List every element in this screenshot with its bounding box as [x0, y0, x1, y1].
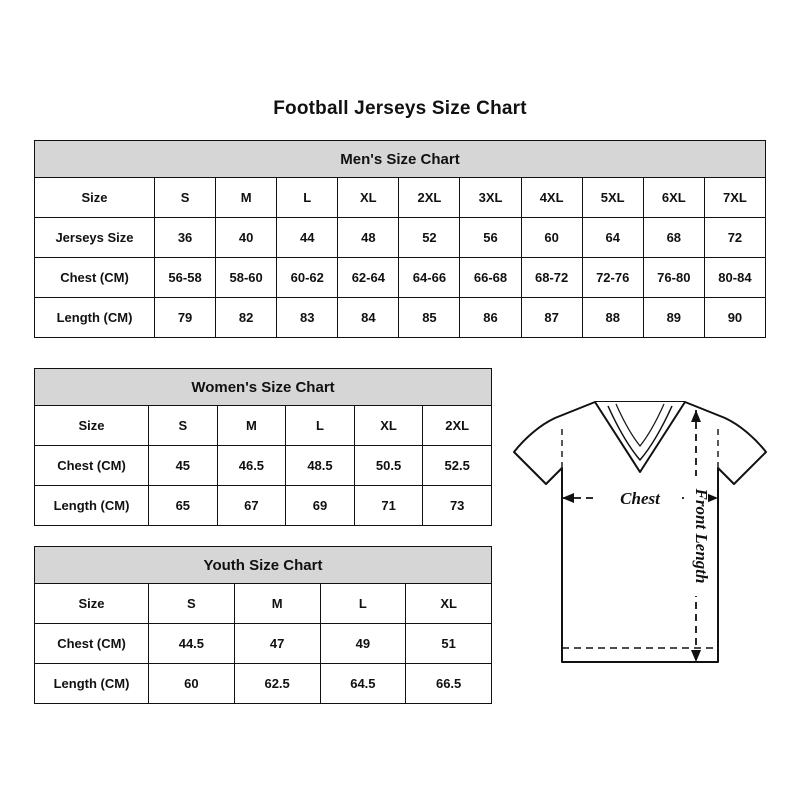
mens-size-chart	[34, 140, 766, 338]
row-label-jerseys-size: Jerseys Size	[35, 218, 155, 258]
jersey-diagram	[500, 380, 780, 700]
table-cell: 45	[149, 446, 218, 486]
row-label-size: Size	[35, 406, 149, 446]
table-cell: 79	[155, 298, 216, 338]
table-cell: 48	[338, 218, 399, 258]
table-cell: 40	[216, 218, 277, 258]
table-cell: 2XL	[399, 178, 460, 218]
page-title: Football Jerseys Size Chart	[273, 98, 527, 119]
table-cell: 83	[277, 298, 338, 338]
table-cell: 73	[423, 486, 492, 526]
table-cell: XL	[338, 178, 399, 218]
mens-size-table	[34, 140, 766, 338]
table-row	[35, 446, 492, 486]
table-cell: 44	[277, 218, 338, 258]
table-cell: 65	[149, 486, 218, 526]
table-cell: S	[149, 584, 235, 624]
table-cell: 49	[320, 624, 406, 664]
table-cell: 36	[155, 218, 216, 258]
table-row	[35, 486, 492, 526]
row-label-size: Size	[35, 584, 149, 624]
table-row	[35, 298, 766, 338]
row-label-length: Length (CM)	[35, 486, 149, 526]
table-cell: XL	[354, 406, 423, 446]
table-cell: 56-58	[155, 258, 216, 298]
table-cell: 87	[521, 298, 582, 338]
table-cell: 56	[460, 218, 521, 258]
table-cell: 62-64	[338, 258, 399, 298]
table-cell: 60-62	[277, 258, 338, 298]
table-cell: 68-72	[521, 258, 582, 298]
row-label-length: Length (CM)	[35, 298, 155, 338]
table-cell: 80-84	[704, 258, 765, 298]
row-label-size: Size	[35, 178, 155, 218]
table-cell: 47	[234, 624, 320, 664]
table-row	[35, 624, 492, 664]
table-cell: 71	[354, 486, 423, 526]
table-section-title-row	[35, 141, 766, 178]
table-cell: 60	[521, 218, 582, 258]
table-section-title-row	[35, 369, 492, 406]
table-cell: 48.5	[286, 446, 355, 486]
table-row	[35, 664, 492, 704]
table-cell: 66-68	[460, 258, 521, 298]
table-cell: 88	[582, 298, 643, 338]
table-row	[35, 406, 492, 446]
table-cell: 64	[582, 218, 643, 258]
table-cell: 67	[217, 486, 286, 526]
table-row	[35, 584, 492, 624]
table-cell: 60	[149, 664, 235, 704]
row-label-chest: Chest (CM)	[35, 624, 149, 664]
table-cell: 62.5	[234, 664, 320, 704]
table-cell: S	[149, 406, 218, 446]
youth-size-chart	[34, 546, 492, 704]
table-cell: M	[216, 178, 277, 218]
table-cell: L	[286, 406, 355, 446]
table-cell: 51	[406, 624, 492, 664]
row-label-length: Length (CM)	[35, 664, 149, 704]
table-cell: XL	[406, 584, 492, 624]
womens-size-chart	[34, 368, 492, 526]
table-cell: M	[234, 584, 320, 624]
row-label-chest: Chest (CM)	[35, 446, 149, 486]
table-cell: 82	[216, 298, 277, 338]
table-cell: 90	[704, 298, 765, 338]
table-cell: 52	[399, 218, 460, 258]
youth-size-table	[34, 546, 492, 704]
table-cell: 69	[286, 486, 355, 526]
table-cell: 66.5	[406, 664, 492, 704]
table-row	[35, 218, 766, 258]
table-cell: S	[155, 178, 216, 218]
table-cell: 86	[460, 298, 521, 338]
mens-table-title: Men's Size Chart	[35, 141, 766, 178]
table-cell: 52.5	[423, 446, 492, 486]
row-label-chest: Chest (CM)	[35, 258, 155, 298]
table-row	[35, 258, 766, 298]
table-cell: M	[217, 406, 286, 446]
womens-size-table	[34, 368, 492, 526]
front-length-label: Front Length	[692, 488, 711, 584]
table-row	[35, 178, 766, 218]
table-cell: 64.5	[320, 664, 406, 704]
table-cell: 7XL	[704, 178, 765, 218]
table-cell: 6XL	[643, 178, 704, 218]
table-cell: 50.5	[354, 446, 423, 486]
table-cell: 85	[399, 298, 460, 338]
table-cell: 72	[704, 218, 765, 258]
table-cell: 4XL	[521, 178, 582, 218]
table-cell: L	[277, 178, 338, 218]
youth-table-title: Youth Size Chart	[35, 547, 492, 584]
table-cell: 84	[338, 298, 399, 338]
table-cell: 46.5	[217, 446, 286, 486]
table-cell: 72-76	[582, 258, 643, 298]
womens-table-title: Women's Size Chart	[35, 369, 492, 406]
table-cell: 64-66	[399, 258, 460, 298]
table-cell: 44.5	[149, 624, 235, 664]
table-cell: 5XL	[582, 178, 643, 218]
table-cell: 2XL	[423, 406, 492, 446]
table-cell: 58-60	[216, 258, 277, 298]
chest-label: Chest	[620, 489, 660, 508]
table-cell: 68	[643, 218, 704, 258]
table-section-title-row	[35, 547, 492, 584]
table-cell: 76-80	[643, 258, 704, 298]
table-cell: L	[320, 584, 406, 624]
table-cell: 3XL	[460, 178, 521, 218]
table-cell: 89	[643, 298, 704, 338]
